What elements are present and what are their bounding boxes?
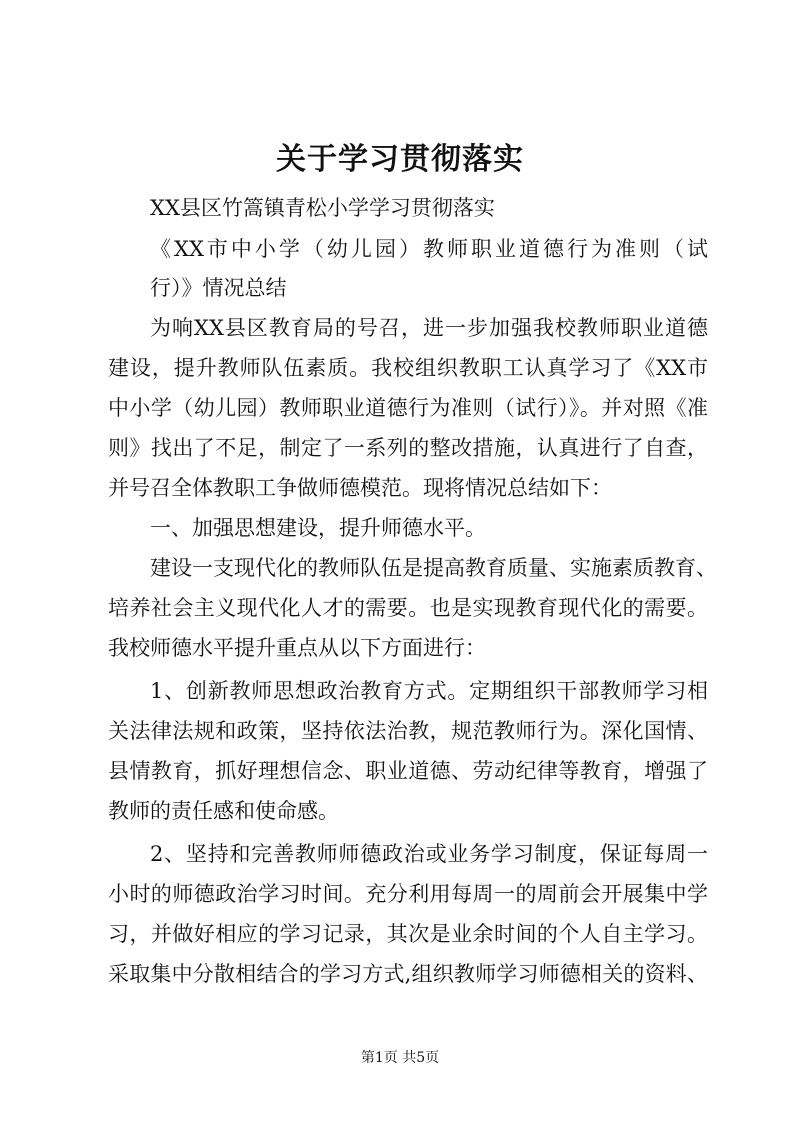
text-line: 并号召全体教职工争做师德模范。现将情况总结如下： xyxy=(108,476,612,500)
page-number: 第1页 共5页 xyxy=(360,1050,440,1066)
text-line: 行）》情况总结 xyxy=(150,276,287,300)
text-line: 关法律法规和政策，坚持依法治教，规范教师行为。深化国情、 xyxy=(108,719,708,743)
text-line: 建设，提升教师队伍素质。我校组织教职工认真学习了《XX市 xyxy=(108,356,708,380)
text-line: 则》找出了不足，制定了一系列的整改措施，认真进行了自查， xyxy=(108,436,708,460)
text-line: 培养社会主义现代化人才的需要。也是实现教育现代化的需要。 xyxy=(108,596,708,620)
text-line: 1、创新教师思想政治教育方式。定期组织干部教师学习相 xyxy=(150,679,708,703)
text-line: 采取集中分散相结合的学习方式,组织教师学习师德相关的资料、 xyxy=(108,962,708,986)
text-line: 为响XX县区教育局的号召，进一步加强我校教师职业道德 xyxy=(150,316,708,340)
text-line: 我校师德水平提升重点从以下方面进行： xyxy=(108,636,486,660)
text-line: XX县区竹篙镇青松小学学习贯彻落实 xyxy=(150,196,495,220)
text-line: 2、坚持和完善教师师德政治或业务学习制度，保证每周一 xyxy=(150,842,708,866)
text-line: 教师的责任感和使命感。 xyxy=(108,799,339,823)
text-line: 《XX市中小学（幼儿园）教师职业道德行为准则（试 xyxy=(150,237,708,261)
section-heading: 一、加强思想建设，提升师德水平。 xyxy=(150,516,486,540)
text-line: 县情教育，抓好理想信念、职业道德、劳动纪律等教育，增强了 xyxy=(108,759,708,783)
document-title: 关于学习贯彻落实 xyxy=(276,142,524,177)
text-line: 习，并做好相应的学习记录，其次是业余时间的个人自主学习。 xyxy=(108,922,708,946)
text-line: 中小学（幼儿园）教师职业道德行为准则（试行）》。并对照《准 xyxy=(108,396,708,420)
text-line: 建设一支现代化的教师队伍是提高教育质量、实施素质教育、 xyxy=(150,556,717,580)
text-line: 小时的师德政治学习时间。充分利用每周一的周前会开展集中学 xyxy=(108,882,708,906)
